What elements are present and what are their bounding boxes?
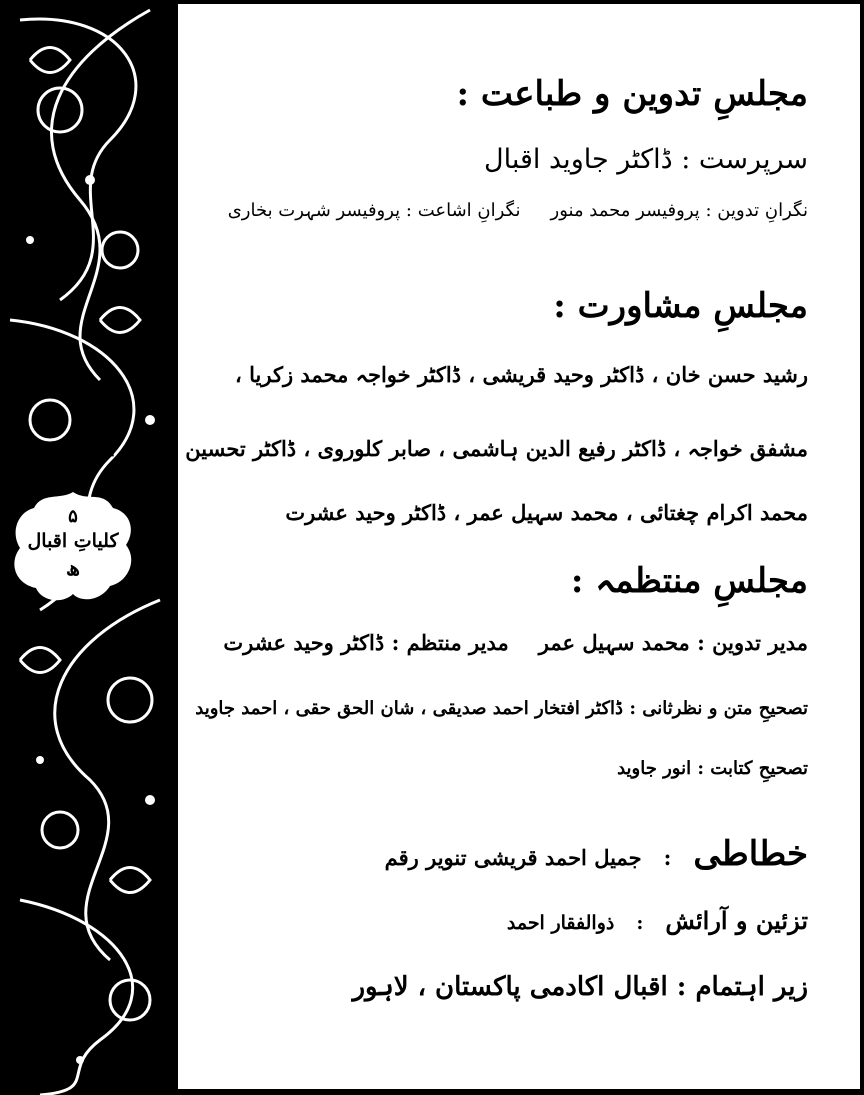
editor-name: محمد سہیل عمر — [538, 630, 690, 655]
volume-emblem — [8, 490, 138, 605]
advisory-board-heading: مجلسِ مشاورت : — [553, 286, 808, 326]
decorator-name: ذوالفقار احمد — [506, 912, 615, 934]
decoration-line: تزئین و آرائش:ذوالفقار احمد — [506, 906, 808, 935]
script-correction-line: تصحیحِ کتابت : انور جاوید — [617, 758, 808, 779]
advisory-members-line: رشید حسن خان ، ڈاکٹر وحید قریشی ، ڈاکٹر خواجہ محمد زکریا ، — [235, 362, 808, 387]
management-board-heading: مجلسِ منتظمہ : — [570, 561, 808, 601]
editor-label: مدیر تدوین : — [697, 630, 808, 655]
advisory-members-line: مشفق خواجہ ، ڈاکٹر رفیع الدین ہاشمی ، صابر کلوروی ، ڈاکٹر تحسین فراقی ، — [108, 436, 808, 461]
text-review-line: تصحیحِ متن و نظرثانی : ڈاکٹر افتخار احمد صدیقی ، شان الحق حقی ، احمد جاوید — [195, 698, 808, 719]
publication-supervisor: نگرانِ اشاعت : پروفیسر شہرت بخاری — [227, 200, 521, 221]
volume-title: کلیاتِ اقبال — [27, 530, 119, 552]
manager-name: ڈاکٹر وحید عشرت — [223, 630, 385, 655]
decoration-label: تزئین و آرائش — [665, 906, 808, 935]
editors-line — [208, 630, 808, 655]
publisher-line: زیر اہتمام : اقبال اکادمی پاکستان ، لاہور — [352, 972, 808, 1002]
calligrapher-name: جمیل احمد قریشی تنویر رقم — [384, 845, 642, 870]
volume-mark: ھ — [66, 556, 80, 580]
patron-line: سرپرست : ڈاکٹر جاوید اقبال — [484, 144, 808, 175]
editing-publishing-board-heading: مجلسِ تدوین و طباعت : — [456, 74, 808, 114]
title-page — [108, 4, 860, 1089]
calligraphy-line: خطاطی:جمیل احمد قریشی تنویر رقم — [384, 834, 808, 874]
volume-number: ۵ — [68, 506, 78, 527]
supervisors-line — [208, 200, 808, 221]
advisory-members-line: محمد اکرام چغتائی ، محمد سہیل عمر ، ڈاکٹر وحید عشرت — [285, 500, 808, 525]
editing-supervisor: نگرانِ تدوین : پروفیسر محمد منور — [550, 200, 808, 221]
manager-label: مدیر منتظم : — [391, 630, 509, 655]
page-content — [108, 4, 808, 1089]
calligraphy-label: خطاطی — [693, 834, 808, 874]
